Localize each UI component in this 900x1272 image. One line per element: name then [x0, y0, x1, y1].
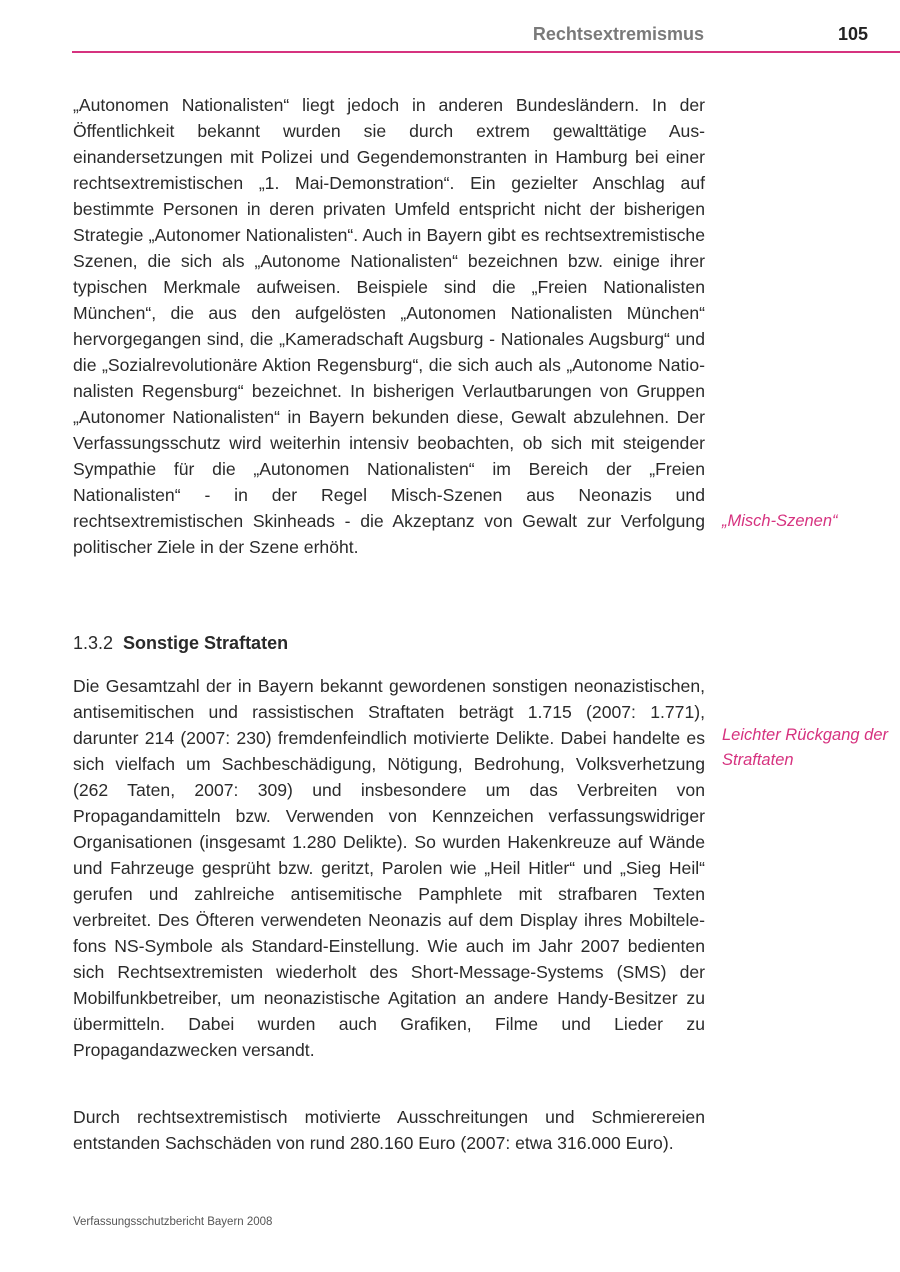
body-paragraph-straftaten: Die Gesamtzahl der in Bayern bekannt gewordenen sonstigen neonazistischen, antisemitischen und rassistischen Straftaten beträgt 1.715 (2007: 1.771), darunter 214 (2007: 230) fremdenfeindlich motivierte Delikte. Dabei handelte es sich vielfach um Sachbeschädigung, Nötigung, Bedrohung, Volksverhetzung (262 Taten, 2007: 309) und insbesondere um das Verbreiten von Propagandamitteln bzw. Verwenden von Kennzeichen verfassungswidriger Organisationen (insgesamt 1.280 Delikte). So wurden Hakenkreuze auf Wände und Fahrzeuge gesprüht bzw. geritzt, Parolen wie „Heil Hitler“ und „Sieg Heil“ gerufen und zahlreiche antisemitische Pamphlete mit strafbaren Texten verbreitet. Des Öfteren verwendeten Neonazis auf dem Display ihres Mobiltelefons NS-Symbole als Standard-Einstellung. Wie auch im Jahr 2007 bedienten sich Rechtsextremisten wiederholt des Short-Message-Systems (SMS) der Mobilfunkbetreiber, um neonazistische Agitation an andere Handy-Besitzer zu übermitteln. Dabei wurden auch Grafiken, Filme und Lieder zu Propagandazwecken versandt.: [73, 676, 705, 1060]
body-paragraph-sachschaeden: Durch rechtsextremistisch motivierte Ausschreitungen und Schmierereien entstanden Sachschäden von rund 280.160 Euro (2007: etwa 316.000 Euro).: [73, 1107, 705, 1153]
section-title: Sonstige Straftaten: [123, 633, 289, 653]
page-footer: Verfassungsschutzbericht Bayern 2008: [73, 1216, 273, 1228]
running-header: [72, 22, 900, 52]
margin-note-misch-szenen: „Misch-Szenen“: [722, 512, 838, 530]
margin-note-rueckgang: Leichter Rückgang der Straftaten: [722, 726, 889, 769]
section-heading: [73, 633, 288, 654]
header-divider: [72, 51, 900, 53]
section-number: 1.3.2: [73, 633, 114, 653]
header-section-title: Rechtsextremismus: [532, 24, 704, 44]
page-number: 105: [837, 24, 868, 44]
body-paragraph-autonome-nationalisten: „Autonomen Nationalisten“ liegt jedoch in anderen Bundesländern. In der Öffentlichkeit bekannt wurden sie durch extrem gewalttätige Auseinandersetzungen mit Polizei und Gegendemonstranten in Hamburg bei einer rechtsextremistischen „1. Mai-Demonstration“. Ein gezielter Anschlag auf bestimmte Personen in deren privaten Umfeld entspricht nicht der bisherigen Strategie „Autonomer Nationalisten“. Auch in Bayern gibt es rechtsextremistische Szenen, die sich als „Autonome Nationalisten“ bezeichnen bzw. einige ihrer typischen Merkmale aufweisen. Beispiele sind die „Freien Nationalisten München“, die aus den aufgelösten „Autonomen Nationalisten München“ hervorgegangen sind, die „Kameradschaft Augsburg - Nationales Augsburg“ und die „Sozialrevolutionäre Aktion Regensburg“, die sich auch als „Autonome Nationalisten Regensburg“ bezeichnet. In bisherigen Verlautbarungen von Gruppen „Autonomer Nationalisten“ in Bayern bekunden diese, Gewalt abzulehnen. Der Verfassungsschutz wird weiterhin intensiv beobachten, ob sich mit steigender Sympathie für die „Autonomen Nationalisten“ im Bereich der „Freien Nationalisten“ - in der Regel Misch-Szenen aus Neonazis und rechtsextremistischen Skinheads - die Akzeptanz von Gewalt zur Verfolgung politischer Ziele in der Szene erhöht.: [73, 95, 705, 557]
